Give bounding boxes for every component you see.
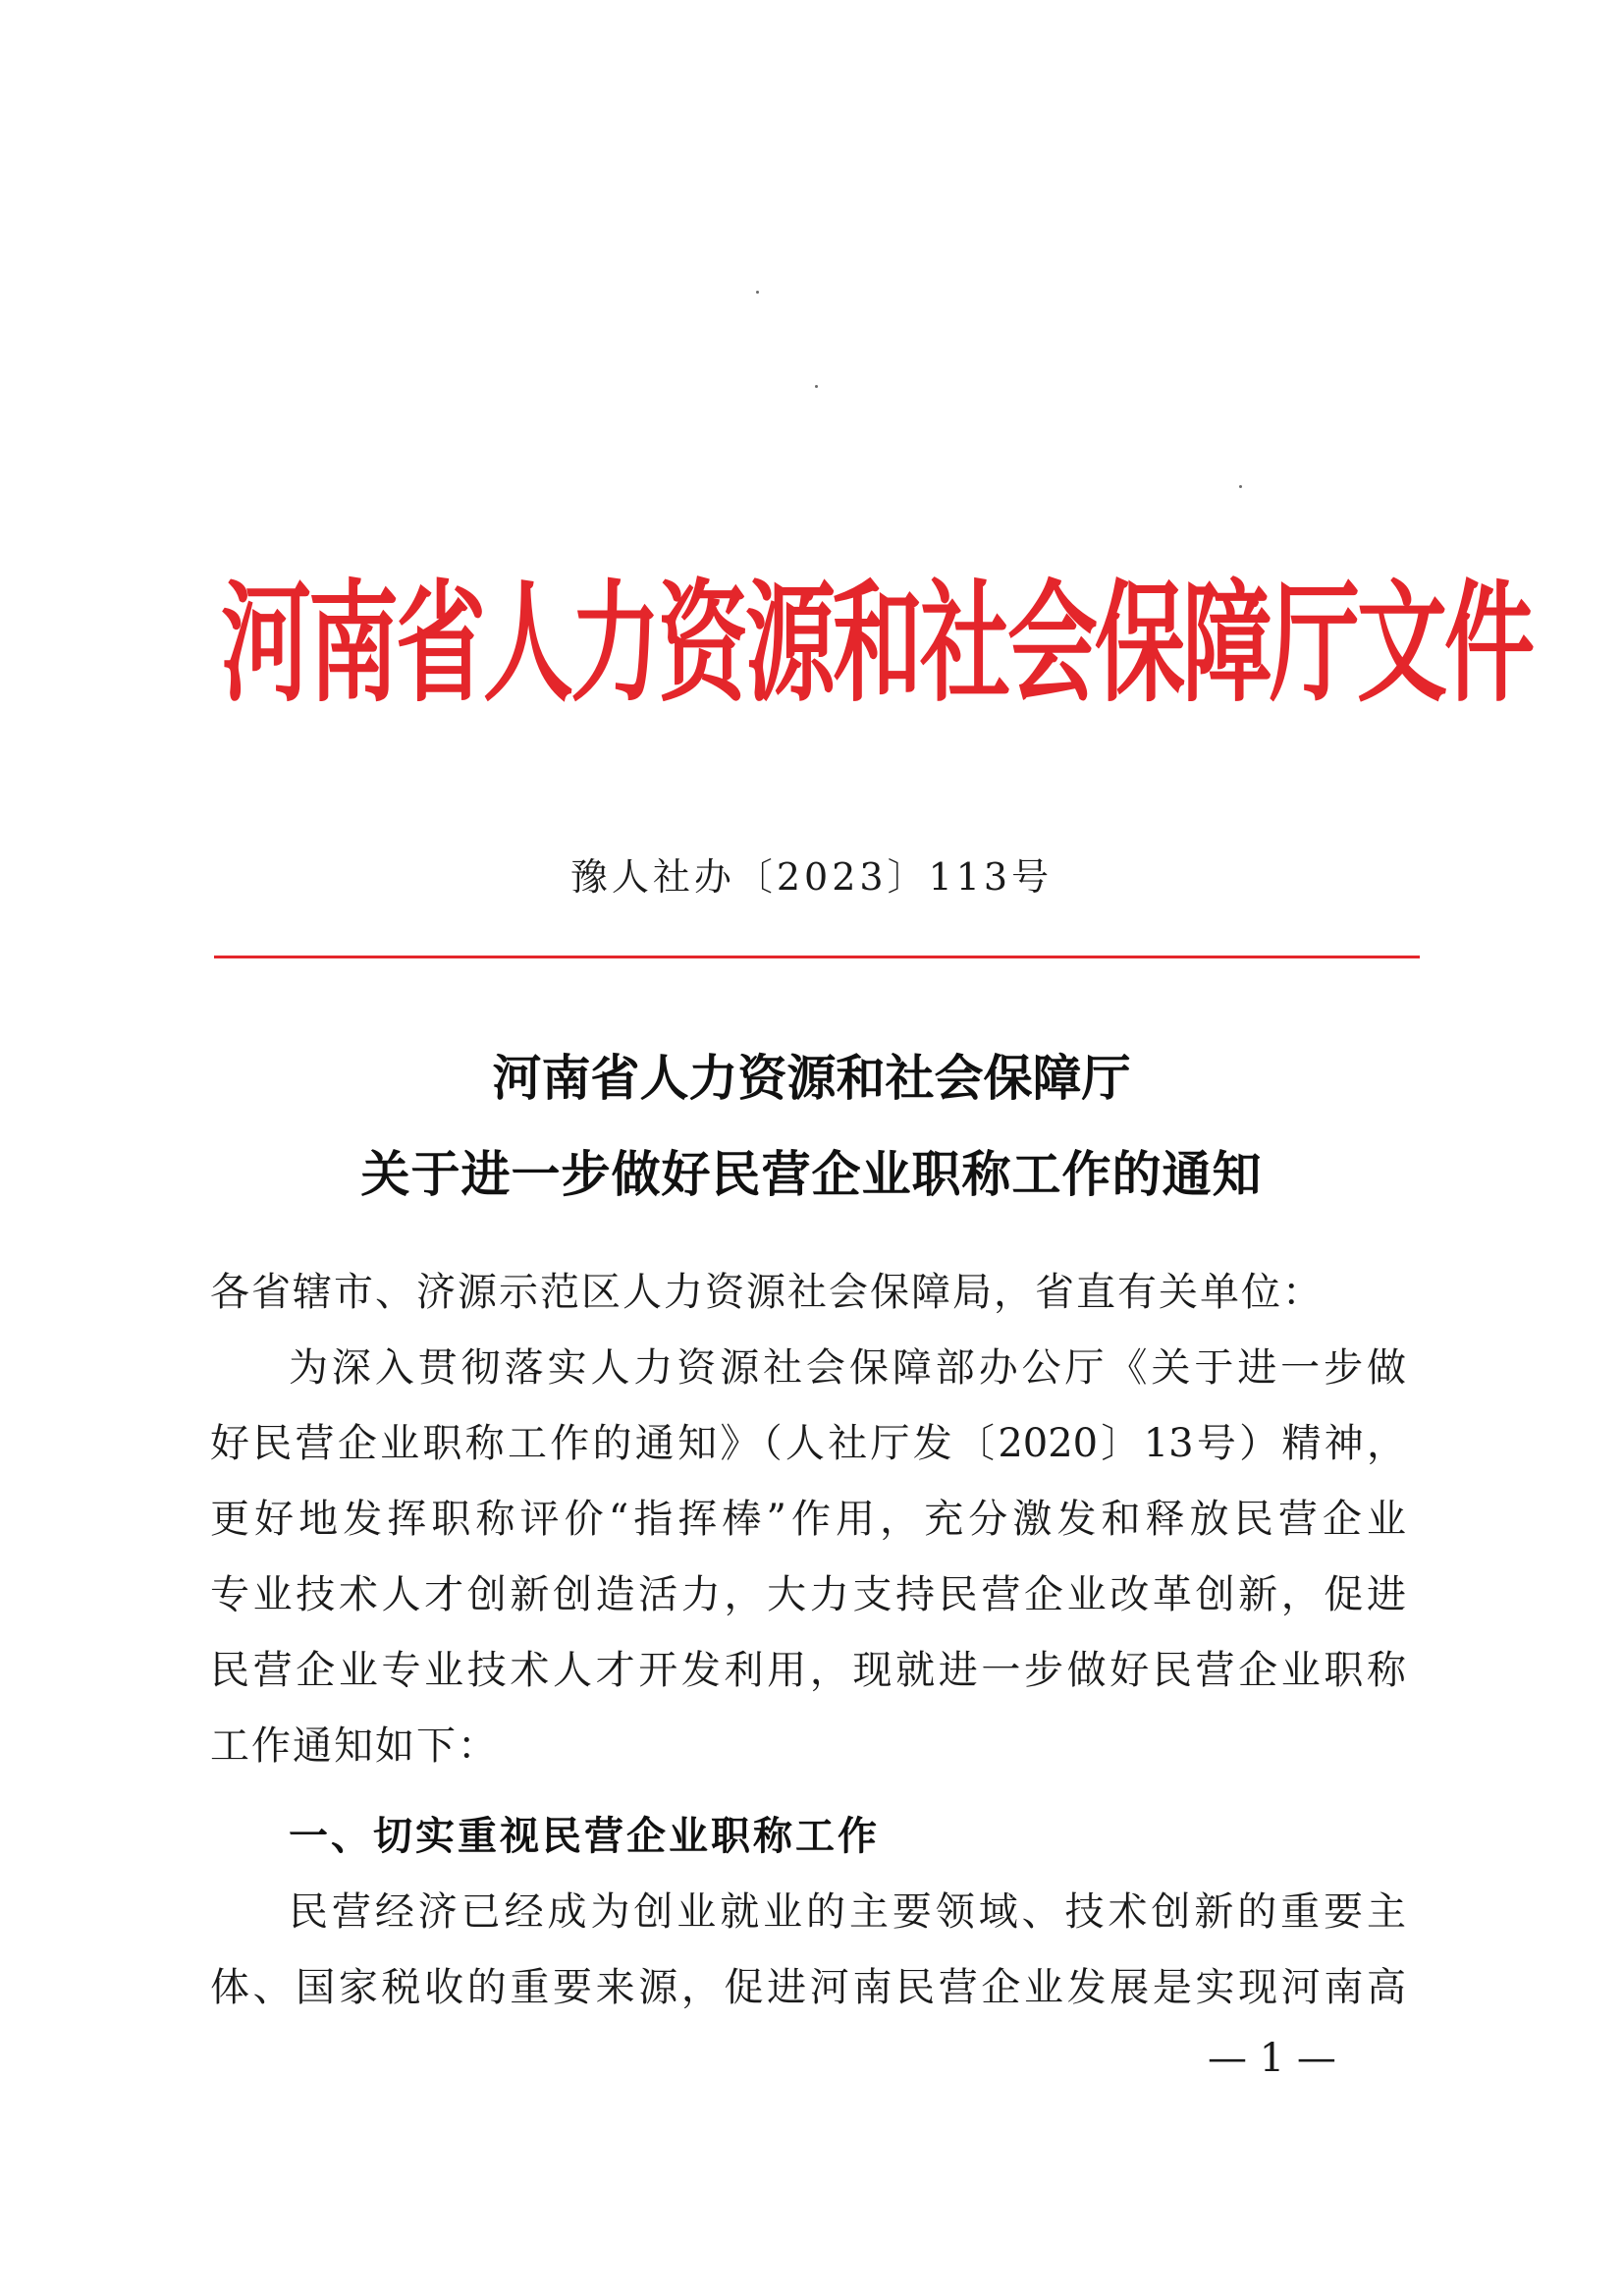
- intro-paragraph-line: 为深入贯彻落实人力资源社会保障部办公厅《关于进一步做: [289, 1345, 1406, 1391]
- notice-title-line-1: 河南省人力资源和社会保障厅: [492, 1049, 1131, 1107]
- notice-title-line-2: 关于进一步做好民营企业职称工作的通知: [360, 1145, 1263, 1203]
- agency-header-title: 河南省人力资源和社会保障厅文件: [221, 566, 1533, 721]
- intro-paragraph-line: 民营企业专业技术人才开发利用，现就进一步做好民营企业职称: [210, 1648, 1406, 1693]
- intro-paragraph-line: 专业技术人才创新创造活力，大力支持民营企业改革创新，促进: [210, 1572, 1406, 1617]
- document-number: 豫人社办〔2023〕113号: [569, 855, 1054, 899]
- section-1-paragraph-line: 体、国家税收的重要来源，促进河南民营企业发展是实现河南高: [210, 1965, 1406, 2010]
- red-divider-line: [214, 956, 1420, 958]
- section-1-paragraph-line: 民营经济已经成为创业就业的主要领域、技术创新的重要主: [289, 1889, 1406, 1935]
- section-1-heading: 一、切实重视民营企业职称工作: [289, 1814, 880, 1859]
- page-number: — 1 —: [1208, 2036, 1336, 2081]
- intro-paragraph-line: 更好地发挥职称评价“指挥棒”作用，充分激发和释放民营企业: [210, 1497, 1406, 1542]
- intro-paragraph-line: 好民营企业职称工作的通知》（人社厅发〔2020〕13号）精神，: [210, 1421, 1406, 1466]
- addressee-line: 各省辖市、济源示范区人力资源社会保障局，省直有关单位：: [210, 1270, 1324, 1315]
- intro-paragraph-line: 工作通知如下：: [210, 1723, 499, 1769]
